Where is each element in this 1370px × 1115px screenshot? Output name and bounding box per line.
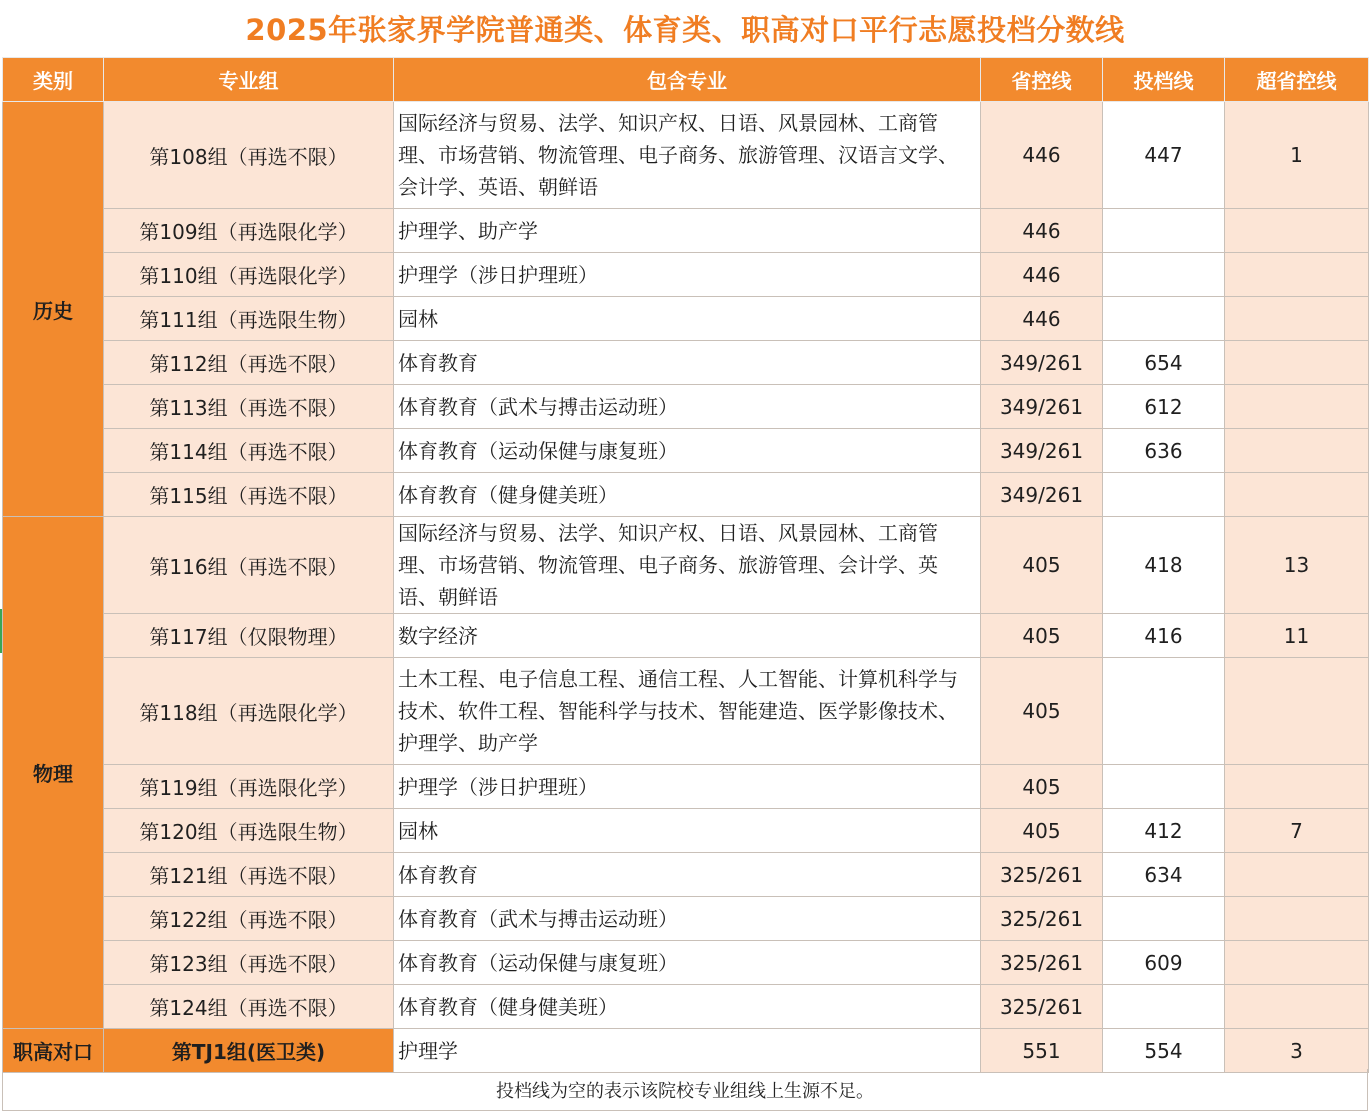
admission-line-cell: 634 xyxy=(1103,853,1225,897)
control-line-cell: 405 xyxy=(981,614,1103,658)
control-line-cell: 325/261 xyxy=(981,853,1103,897)
majors-cell: 体育教育 xyxy=(394,341,981,385)
group-cell: 第113组（再选不限） xyxy=(104,385,394,429)
admission-line-cell xyxy=(1103,897,1225,941)
admission-line-cell xyxy=(1103,253,1225,297)
over-control-cell xyxy=(1225,209,1369,253)
group-cell: 第110组（再选限化学） xyxy=(104,253,394,297)
row-edge-marker xyxy=(0,609,2,653)
majors-cell: 国际经济与贸易、法学、知识产权、日语、风景园林、工商管理、市场营销、物流管理、电子商务、旅游管理、汉语言文学、会计学、英语、朝鲜语 xyxy=(394,102,981,209)
majors-cell: 园林 xyxy=(394,297,981,341)
table-row xyxy=(3,473,1369,517)
header-over-control: 超省控线 xyxy=(1225,58,1369,102)
category-vocational: 职高对口 xyxy=(3,1029,104,1073)
control-line-cell: 446 xyxy=(981,297,1103,341)
majors-cell: 体育教育（运动保健与康复班） xyxy=(394,941,981,985)
over-control-cell xyxy=(1225,429,1369,473)
category-physics: 物理 xyxy=(3,517,104,1029)
control-line-cell: 551 xyxy=(981,1029,1103,1073)
page-title: 2025年张家界学院普通类、体育类、职高对口平行志愿投档分数线 xyxy=(245,13,1125,47)
control-line-cell: 405 xyxy=(981,658,1103,765)
majors-cell: 体育教育（健身健美班） xyxy=(394,985,981,1029)
group-cell: 第TJ1组(医卫类) xyxy=(104,1029,394,1073)
control-line-cell: 325/261 xyxy=(981,985,1103,1029)
control-line-cell: 405 xyxy=(981,765,1103,809)
category-history: 历史 xyxy=(3,102,104,517)
over-control-cell: 13 xyxy=(1225,517,1369,614)
admission-line-cell xyxy=(1103,473,1225,517)
table-row xyxy=(3,341,1369,385)
control-line-cell: 325/261 xyxy=(981,897,1103,941)
admission-line-cell: 418 xyxy=(1103,517,1225,614)
table-row xyxy=(3,385,1369,429)
over-control-cell xyxy=(1225,765,1369,809)
admission-line-cell: 612 xyxy=(1103,385,1225,429)
admission-line-cell: 412 xyxy=(1103,809,1225,853)
over-control-cell: 7 xyxy=(1225,809,1369,853)
table-row xyxy=(3,429,1369,473)
over-control-cell xyxy=(1225,985,1369,1029)
table-row xyxy=(3,253,1369,297)
group-cell: 第119组（再选限化学） xyxy=(104,765,394,809)
admission-line-cell: 636 xyxy=(1103,429,1225,473)
group-cell: 第109组（再选限化学） xyxy=(104,209,394,253)
control-line-cell: 349/261 xyxy=(981,385,1103,429)
majors-cell: 体育教育（健身健美班） xyxy=(394,473,981,517)
admission-line-cell: 554 xyxy=(1103,1029,1225,1073)
control-line-cell: 349/261 xyxy=(981,429,1103,473)
group-cell: 第115组（再选不限） xyxy=(104,473,394,517)
control-line-cell: 446 xyxy=(981,253,1103,297)
table-row xyxy=(3,985,1369,1029)
control-line-cell: 405 xyxy=(981,809,1103,853)
table-row xyxy=(3,1029,1369,1073)
majors-cell: 体育教育（武术与搏击运动班） xyxy=(394,385,981,429)
footnote: 投档线为空的表示该院校专业组线上生源不足。 xyxy=(2,1069,1368,1111)
over-control-cell xyxy=(1225,297,1369,341)
group-cell: 第122组（再选不限） xyxy=(104,897,394,941)
table-row xyxy=(3,102,1369,209)
control-line-cell: 446 xyxy=(981,209,1103,253)
group-cell: 第116组（再选不限） xyxy=(104,517,394,614)
control-line-cell: 349/261 xyxy=(981,341,1103,385)
table-row xyxy=(3,614,1369,658)
majors-cell: 体育教育（武术与搏击运动班） xyxy=(394,897,981,941)
table-row xyxy=(3,809,1369,853)
majors-cell: 护理学（涉日护理班） xyxy=(394,765,981,809)
table-row xyxy=(3,209,1369,253)
majors-cell: 园林 xyxy=(394,809,981,853)
table-row xyxy=(3,853,1369,897)
admission-line-cell xyxy=(1103,765,1225,809)
over-control-cell: 11 xyxy=(1225,614,1369,658)
majors-cell: 护理学（涉日护理班） xyxy=(394,253,981,297)
group-cell: 第123组（再选不限） xyxy=(104,941,394,985)
table-row xyxy=(3,297,1369,341)
group-cell: 第117组（仅限物理） xyxy=(104,614,394,658)
over-control-cell: 3 xyxy=(1225,1029,1369,1073)
over-control-cell: 1 xyxy=(1225,102,1369,209)
header-group: 专业组 xyxy=(104,58,394,102)
majors-cell: 数字经济 xyxy=(394,614,981,658)
header-control-line: 省控线 xyxy=(981,58,1103,102)
control-line-cell: 325/261 xyxy=(981,941,1103,985)
over-control-cell xyxy=(1225,853,1369,897)
over-control-cell xyxy=(1225,253,1369,297)
group-cell: 第114组（再选不限） xyxy=(104,429,394,473)
table-row xyxy=(3,517,1369,614)
over-control-cell xyxy=(1225,941,1369,985)
admission-line-cell: 447 xyxy=(1103,102,1225,209)
over-control-cell xyxy=(1225,473,1369,517)
admission-line-cell xyxy=(1103,297,1225,341)
header-admission-line: 投档线 xyxy=(1103,58,1225,102)
over-control-cell xyxy=(1225,385,1369,429)
group-cell: 第118组（再选限化学） xyxy=(104,658,394,765)
table-row xyxy=(3,897,1369,941)
score-table xyxy=(2,57,1369,1073)
control-line-cell: 446 xyxy=(981,102,1103,209)
majors-cell: 体育教育 xyxy=(394,853,981,897)
admission-line-cell xyxy=(1103,658,1225,765)
admission-line-cell: 609 xyxy=(1103,941,1225,985)
group-cell: 第112组（再选不限） xyxy=(104,341,394,385)
majors-cell: 护理学、助产学 xyxy=(394,209,981,253)
group-cell: 第121组（再选不限） xyxy=(104,853,394,897)
control-line-cell: 405 xyxy=(981,517,1103,614)
majors-cell: 体育教育（运动保健与康复班） xyxy=(394,429,981,473)
header-category: 类别 xyxy=(3,58,104,102)
table-row xyxy=(3,765,1369,809)
group-cell: 第108组（再选不限） xyxy=(104,102,394,209)
admission-line-cell xyxy=(1103,985,1225,1029)
header-row xyxy=(3,58,1369,102)
over-control-cell xyxy=(1225,658,1369,765)
header-majors: 包含专业 xyxy=(394,58,981,102)
majors-cell: 土木工程、电子信息工程、通信工程、人工智能、计算机科学与技术、软件工程、智能科学与技术、智能建造、医学影像技术、护理学、助产学 xyxy=(394,658,981,765)
admission-line-cell: 654 xyxy=(1103,341,1225,385)
majors-cell: 护理学 xyxy=(394,1029,981,1073)
control-line-cell: 349/261 xyxy=(981,473,1103,517)
over-control-cell xyxy=(1225,341,1369,385)
group-cell: 第120组（再选限生物） xyxy=(104,809,394,853)
table-row xyxy=(3,941,1369,985)
admission-line-cell xyxy=(1103,209,1225,253)
group-cell: 第124组（再选不限） xyxy=(104,985,394,1029)
table-row xyxy=(3,658,1369,765)
group-cell: 第111组（再选限生物） xyxy=(104,297,394,341)
majors-cell: 国际经济与贸易、法学、知识产权、日语、风景园林、工商管理、市场营销、物流管理、电子商务、旅游管理、会计学、英语、朝鲜语 xyxy=(394,517,981,614)
over-control-cell xyxy=(1225,897,1369,941)
admission-line-cell: 416 xyxy=(1103,614,1225,658)
